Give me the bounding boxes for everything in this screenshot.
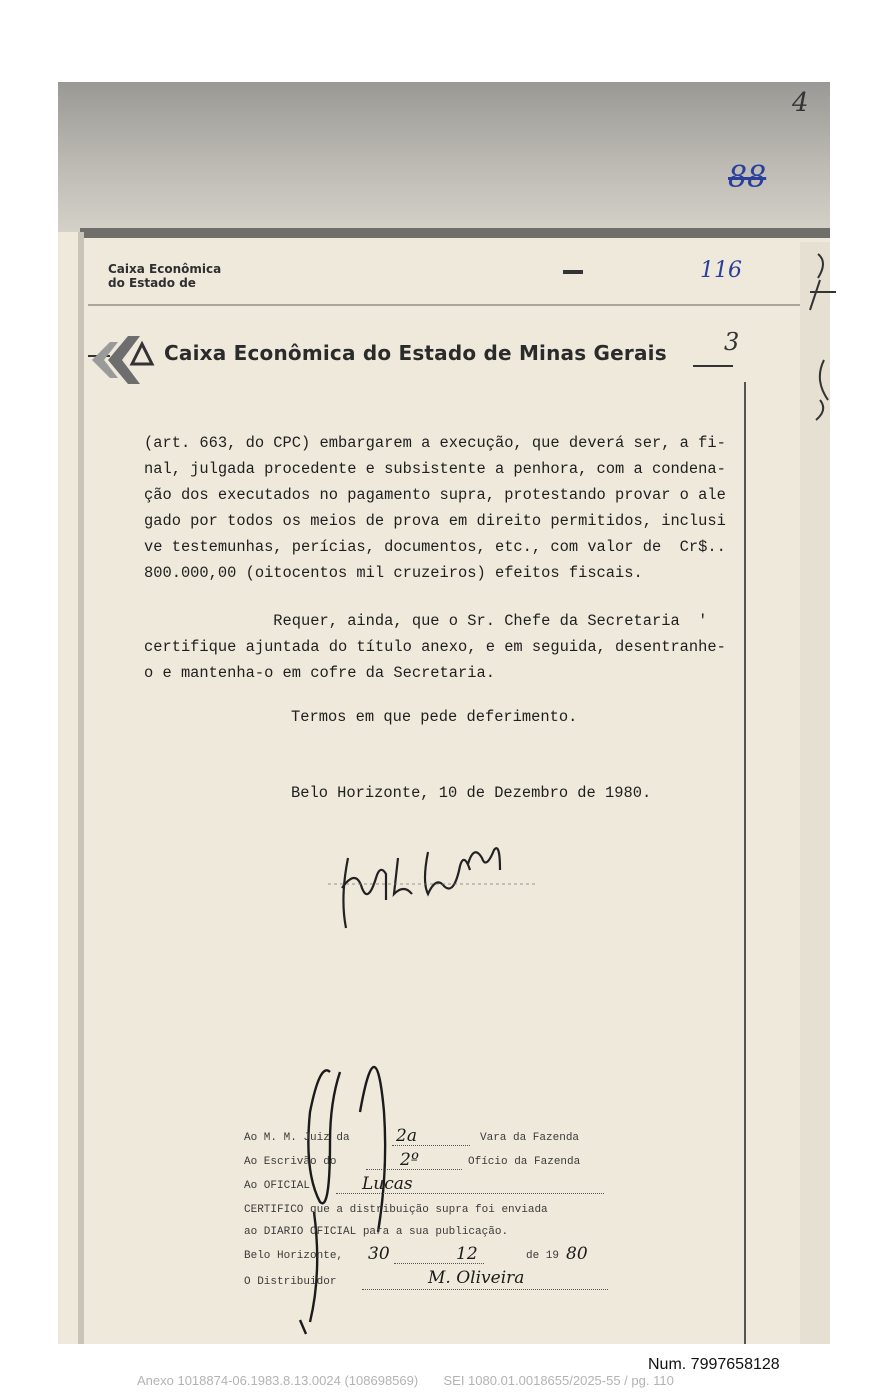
body-line: o e mantenha-o em cofre da Secretaria. [144, 664, 495, 682]
stamp-month: 12 [456, 1244, 478, 1264]
stamp-value: 2a [396, 1126, 417, 1146]
page-right-border [744, 382, 746, 1344]
stamp-underline [362, 1289, 608, 1290]
stamp-underline [392, 1145, 470, 1146]
closing-line: Termos em que pede deferimento. [291, 708, 578, 726]
stamp-row-distributor [244, 1268, 525, 1294]
stamp-row-certify: CERTIFICO que a distribuição supra foi enviada [244, 1204, 548, 1216]
photocopy-shadow [58, 82, 830, 232]
dash-mark [563, 270, 583, 274]
caixa-logo-icon [88, 332, 160, 388]
body-line: (art. 663, do CPC) embargarem a execução, que deverá ser, a fi- [144, 434, 726, 452]
stamp-underline [366, 1169, 462, 1170]
margin-number-88: 88 [728, 160, 767, 195]
body-line: Requer, ainda, que o Sr. Chefe da Secretaria ' [144, 612, 708, 630]
folio-number-116: 116 [700, 258, 742, 283]
stamp-underline [336, 1193, 604, 1194]
small-header-line2: do Estado de [108, 276, 196, 290]
stamp-year-prefix: de 19 [526, 1250, 560, 1262]
body-line: ção dos executados no pagamento supra, protestando provar o ale [144, 486, 726, 504]
stamp-day: 30 [368, 1244, 390, 1264]
margin-scribbles [790, 240, 840, 440]
folio-number-3: 3 [724, 328, 740, 356]
stamp-row-publication: ao DIARIO OFICIAL para a sua publicação. [244, 1226, 509, 1238]
stamp-value: Lucas [362, 1174, 413, 1194]
stamp-label: O Distribuidor [244, 1276, 337, 1288]
body-line: certifique ajuntada do título anexo, e em seguida, desentranhe- [144, 638, 726, 656]
stamp-suffix: Vara da Fazenda [480, 1132, 580, 1144]
body-paragraph-1 [144, 430, 744, 586]
stamp-label: Belo Horizonte, [244, 1250, 344, 1262]
stamp-row-clerk [244, 1150, 581, 1174]
stamp-signature: M. Oliveira [428, 1268, 525, 1288]
body-line: nal, julgada procedente e subsistente a penhora, com a condena- [144, 460, 726, 478]
lawyer-signature [318, 828, 548, 938]
body-line: 800.000,00 (oitocentos mil cruzeiros) efeitos fiscais. [144, 564, 643, 582]
stamp-underline [394, 1263, 484, 1264]
margin-number-4: 4 [792, 88, 809, 118]
body-line: ve testemunhas, perícias, documentos, etc., com valor de Cr$.. [144, 538, 726, 556]
stamp-suffix: Ofício da Fazenda [468, 1156, 581, 1168]
small-header-line1: Caixa Econômica [108, 262, 222, 276]
stamp-row-officer [244, 1174, 413, 1198]
stamp-label: Ao Escrivão do [244, 1156, 337, 1168]
document-number: Num. 7997658128 [648, 1356, 780, 1373]
small-header [108, 262, 221, 290]
stamp-year: 80 [566, 1244, 588, 1264]
stamp-label: Ao OFICIAL [244, 1180, 311, 1192]
footer-reference: Anexo 1018874-06.1983.8.13.0024 (108698569) SEI 1080.01.0018655/2025-55 / pg. 110 [137, 1373, 674, 1388]
body-line: gado por todos os meios de prova em direito permitidos, inclusi [144, 512, 726, 530]
page-edge-band [80, 228, 830, 238]
place-date-line: Belo Horizonte, 10 de Dezembro de 1980. [291, 784, 652, 802]
stamp-row-date [244, 1244, 588, 1268]
stamp-value: 2º [400, 1150, 419, 1170]
stamp-row-judge [244, 1126, 580, 1150]
letterhead-rule-right [693, 365, 733, 367]
stamp-label: Ao M. M. Juiz da [244, 1132, 350, 1144]
body-paragraph-2 [144, 608, 726, 686]
page-left-edge [78, 232, 84, 1344]
inner-page-edge [88, 304, 830, 306]
letterhead-title: Caixa Econômica do Estado de Minas Gerais [164, 341, 667, 365]
